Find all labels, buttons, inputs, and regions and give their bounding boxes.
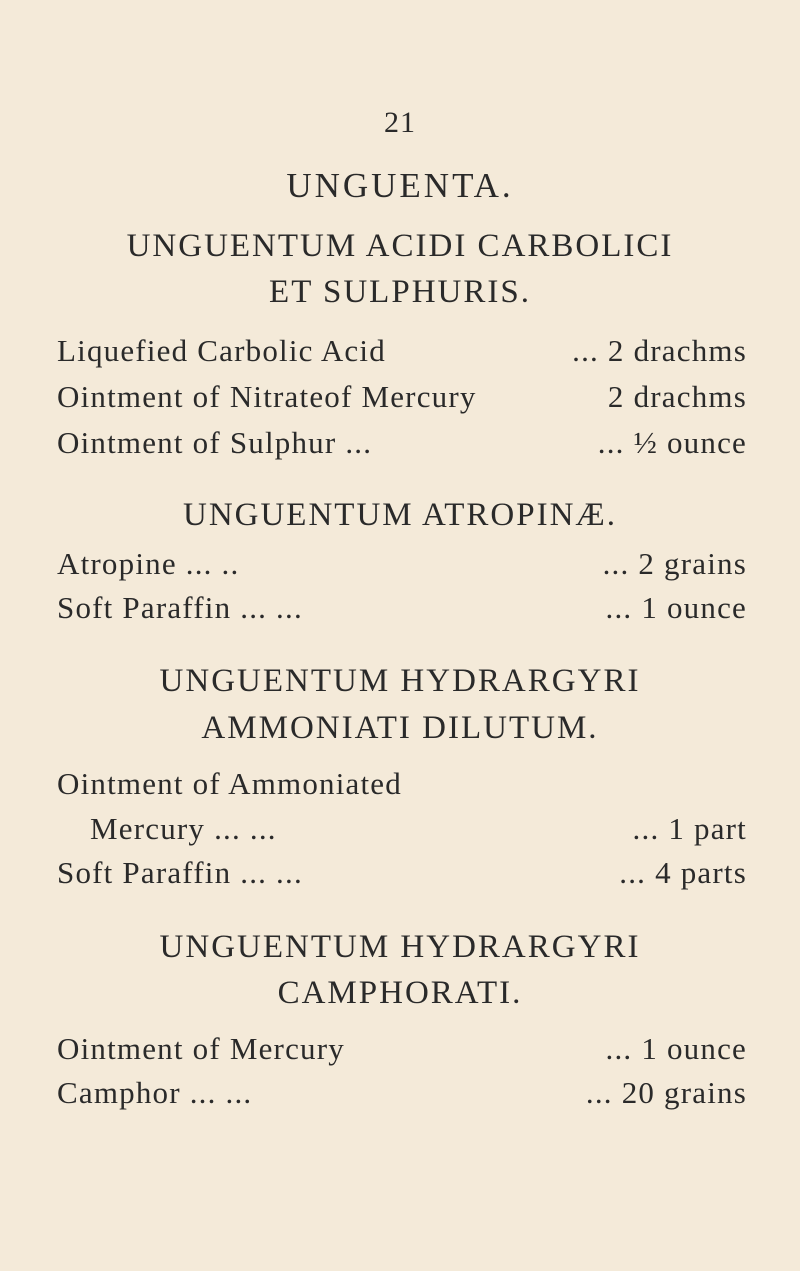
formula-heading: UNGUENTUM HYDRARGYRI	[159, 663, 641, 699]
ingredient-quantity: ... 4 parts	[619, 855, 747, 890]
ingredient-quantity: ... 1 ounce	[605, 590, 747, 625]
ingredient-name: Ointment of Nitrateof Mercury	[57, 379, 477, 414]
page-number: 21	[384, 106, 416, 139]
ingredient-name: Liquefied Carbolic Acid	[57, 333, 386, 368]
ingredient-name: Ointment of Mercury	[57, 1031, 345, 1066]
ingredient-line	[57, 855, 747, 891]
ingredient-line	[57, 379, 747, 415]
formula-heading: CAMPHORATI.	[277, 975, 523, 1011]
ingredient-quantity: ... 2 grains	[602, 546, 747, 581]
ingredient-line	[57, 546, 747, 582]
ingredient-name: Soft Paraffin ... ...	[57, 590, 303, 625]
ingredient-line	[57, 590, 747, 626]
ingredient-name: Atropine ... ..	[57, 546, 240, 581]
ingredient-line	[57, 766, 747, 802]
section-title: UNGUENTA.	[286, 166, 514, 205]
ingredient-quantity: ... 20 grains	[585, 1075, 747, 1110]
ingredient-line	[57, 1031, 747, 1067]
formula-heading: ET SULPHURIS.	[269, 274, 531, 310]
formula-heading: UNGUENTUM ACIDI CARBOLICI	[126, 228, 674, 264]
ingredient-line	[57, 1075, 747, 1111]
ingredient-quantity: ... ½ ounce	[597, 425, 747, 460]
formula-heading: UNGUENTUM ATROPINÆ.	[182, 497, 618, 533]
ingredient-name: Soft Paraffin ... ...	[57, 855, 303, 890]
ingredient-line	[57, 811, 747, 847]
ingredient-quantity: ... 2 drachms	[572, 333, 747, 368]
formula-heading: UNGUENTUM HYDRARGYRI	[159, 929, 641, 965]
ingredient-line	[57, 333, 747, 369]
ingredient-quantity: ... 1 part	[632, 811, 747, 846]
formula-heading: AMMONIATI DILUTUM.	[201, 710, 599, 746]
ingredient-quantity: 2 drachms	[607, 379, 747, 414]
ingredient-line	[57, 425, 747, 461]
ingredient-name: Ointment of Sulphur ...	[57, 425, 373, 460]
ingredient-quantity: ... 1 ounce	[605, 1031, 747, 1066]
ingredient-name: Ointment of Ammoniated	[57, 766, 402, 801]
ingredient-name: Camphor ... ...	[57, 1075, 253, 1110]
ingredient-name: Mercury ... ...	[90, 811, 277, 846]
